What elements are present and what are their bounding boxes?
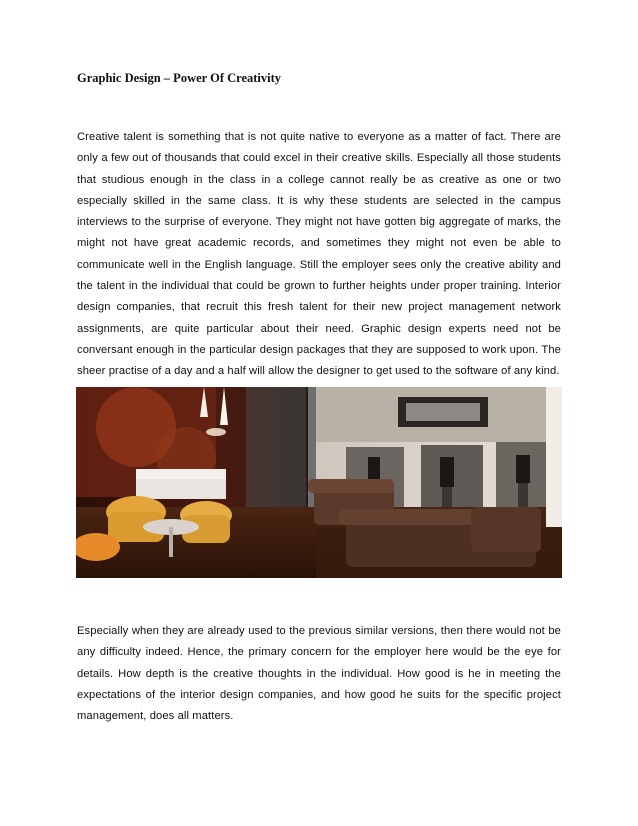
paragraph-1: Creative talent is something that is not quite native to everyone as a matter of fact. There are only a few out of thousands that could excel in their creative skills. Especially all those students that studious enough in the class in a college cannot really be as creative as one or two especially skilled in the same class. It is why these students are selected in the campus interviews to the surprise of everyone. They might not have gotten big aggregate of marks, the might not have great academic records, and sometimes they might not even be able to communicate well in the English language. Still the employer sees only the creative ability and the talent in the individual that could be grown to further heights under proper training. Interior design companies, that recruit this fresh talent for their new project management network assignments, are quite particular about their need. Graphic design experts need not be conversant enough in the particular design packages that they are supposed to work upon. The sheer practise of a day and a half will allow the designer to get used to the software of any kind. xyxy=(77,131,561,378)
paragraph-2: Especially when they are already used to the previous similar versions, then there would not be any difficulty indeed. Hence, the primary concern for the employer here would be the eye for details. How depth is the creative thoughts in the individual. How good is he in meeting the expectations of the interior design companies, and how good he suits for the specific project management, does all matters. xyxy=(77,625,561,723)
interior-photo xyxy=(76,387,562,578)
document-title: Graphic Design – Power Of Creativity xyxy=(77,71,282,85)
